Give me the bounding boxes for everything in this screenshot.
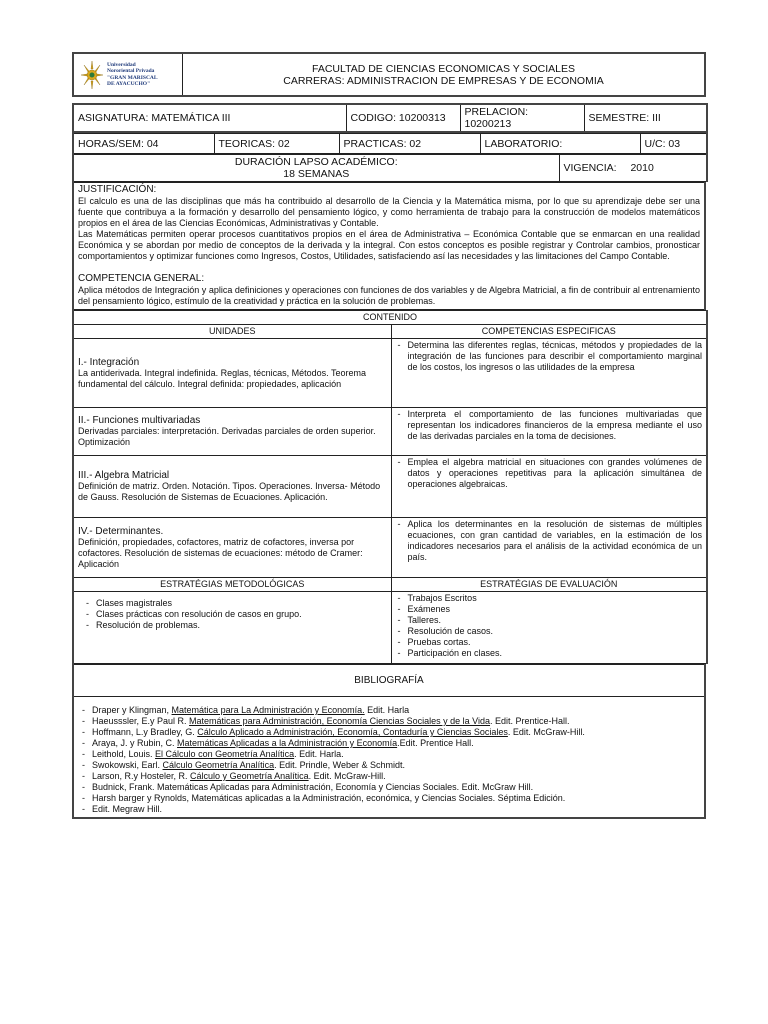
bibliografia-list-cell — [73, 697, 705, 819]
unit-title: IV.- Determinantes. — [78, 525, 164, 537]
hours-table — [72, 133, 708, 154]
evaluacion-header: ESTRATÉGIAS DE EVALUACIÓN — [391, 578, 707, 592]
syllabus-page — [72, 52, 706, 819]
competencia-text: - Aplica los determinantes en la resolución de sistemas de múltiples ecuaciones, con gran cantidad de variables, en la estimación de los indicadores necesarios para el análisis de la actividad económica de un país. — [396, 519, 703, 563]
careers-title: CARRERAS: ADMINISTRACION DE EMPRESAS Y DE ECONOMIA — [283, 74, 604, 87]
justificacion-p2: Las Matemáticas permiten operar procesos cuantitativos propios en el área de Administrativa – Económica Contable que se enmarcan en una realidad Económica y se abordan por medio de conceptos de la derivada y la integral. Con estos conceptos es posible registrar y Controlar cambios, pronosticar comportamientos y optimizar funciones como Ingresos, Costos, Utilidades, satisfaciendo así las necesidades y las limitaciones del Campo Contable. — [78, 229, 700, 261]
bib-item: - Araya, J. y Rubin, C. Matemáticas Aplicadas a la Administración y Economía.Edit. Prentice Hall. — [80, 738, 700, 749]
logo-line: Nororiental Privada — [107, 68, 155, 74]
bib-item: - Harsh barger y Rynolds, Matemáticas aplicadas a la Administración, económica, y Ciencias Sociales. Séptima Edición. — [80, 793, 700, 804]
prelacion-label: PRELACION: — [464, 106, 529, 118]
unit-row — [73, 339, 391, 408]
list-item: - Resolución de problemas. — [84, 620, 387, 631]
evaluacion-list — [391, 592, 707, 664]
justificacion-cell — [73, 183, 705, 310]
competencia-row — [391, 339, 707, 408]
list-item: - Resolución de casos. — [396, 626, 703, 637]
competencia-row — [391, 518, 707, 578]
bibliografia-table — [72, 664, 706, 819]
list-item: - Exámenes — [396, 604, 703, 615]
unit-text: Definición de matriz. Orden. Notación. Tipos. Operaciones. Inversa- Método de Gauss. Resolución de Sistemas de Ecuaciones. Aplicación. — [78, 481, 381, 502]
vigencia-value: 2010 — [630, 162, 654, 174]
competencia-text: - Interpreta el comportamiento de las funciones multivariadas que representan los indicadores financieros de la empresa mediante el uso de las derivadas parciales en la toma de decisiones. — [396, 409, 703, 442]
competencia-text: Aplica métodos de Integración y aplica definiciones y operaciones con funciones de dos variables y de Algebra Matricial, a fin de contribuir al entrenamiento del pensamiento lógico, estímulo de la creatividad y práctica en la solución de problemas. — [78, 285, 700, 306]
bib-item: - Draper y Klingman, Matemática para La Administración y Economía. Edit. Harla — [80, 705, 700, 716]
competencias-header: COMPETENCIAS ESPECIFICAS — [391, 325, 707, 339]
logo-text — [107, 62, 158, 88]
competencia-title: COMPETENCIA GENERAL: — [78, 273, 205, 284]
competencia-text: - Determina las diferentes reglas, técnicas, métodos y propiedades de la integración de las funciones para describir el comportamiento marginal de los costos, los ingresos o las utilidades de la empresa — [396, 340, 703, 373]
bib-item: - Haeusssler, E.y Paul R. Matemáticas para Administración, Economía Ciencias Sociales y de la Vida. Edit. Prentice-Hall. — [80, 716, 700, 727]
bib-item: - Larson, R.y Hosteler, R. Cálculo y Geometría Analítica. Edit. McGraw-Hill. — [80, 771, 700, 782]
faculty-title: FACULTAD DE CIENCIAS ECONOMICAS Y SOCIALES — [312, 62, 575, 75]
duracion-value: 18 SEMANAS — [283, 168, 350, 180]
bibliografia-list — [80, 705, 700, 815]
unit-title: I.- Integración — [78, 356, 140, 368]
university-logo — [80, 60, 176, 90]
list-item: - Clases prácticas con resolución de casos en grupo. — [84, 609, 387, 620]
unit-title: II.- Funciones multivariadas — [78, 415, 201, 426]
list-item: - Talleres. — [396, 615, 703, 626]
logo-line: DE AYACUCHO" — [107, 81, 151, 87]
prelacion — [460, 104, 584, 132]
unit-text: Derivadas parciales: interpretación. Derivadas parciales de orden superior. Optimización — [78, 426, 376, 447]
unit-title: III.- Algebra Matricial — [78, 470, 170, 481]
list-item: - Clases magistrales — [84, 598, 387, 609]
asignatura: ASIGNATURA: MATEMÁTICA III — [73, 104, 346, 132]
contenido-table — [72, 310, 708, 664]
list-item: - Pruebas cortas. — [396, 637, 703, 648]
header-table — [72, 52, 706, 97]
competencia-row — [391, 456, 707, 518]
subject-info-table — [72, 103, 708, 133]
list-item: - Participación en clases. — [396, 648, 703, 659]
bibliografia-title: BIBLIOGRAFÍA — [73, 665, 705, 697]
horas-sem: HORAS/SEM: 04 — [73, 134, 214, 154]
metodologicas-list — [73, 592, 391, 664]
competencia-row — [391, 408, 707, 456]
contenido-title: CONTENIDO — [73, 311, 707, 325]
bib-item: - Edit. Megraw Hill. — [80, 804, 700, 815]
bib-item: - Leithold, Louis. El Cálculo con Geometría Analítica. Edit. Harla. — [80, 749, 700, 760]
unidades-header: UNIDADES — [73, 325, 391, 339]
bib-item: - Hoffmann, L.y Bradley, G. Cálculo Aplicado a Administración, Economía, Contaduría y Ciencias Sociales. Edit. McGraw-Hill. — [80, 727, 700, 738]
unit-text: Definición, propiedades, cofactores, matriz de cofactores, inversa por cofactores. Resolución de sistemas de ecuaciones: método de Cramer: Aplicación — [78, 536, 363, 569]
logo-cell — [73, 53, 183, 96]
list-item: - Trabajos Escritos — [396, 593, 703, 604]
duration-table — [72, 154, 708, 182]
unit-row — [73, 456, 391, 518]
sunburst-icon — [80, 60, 104, 90]
practicas: PRACTICAS: 02 — [339, 134, 480, 154]
bib-item: - Swokowski, Earl. Cálculo Geometría Analítica. Edit. Prindle, Weber & Schmidt. — [80, 760, 700, 771]
faculty-cell — [183, 53, 706, 96]
justificacion-p1: El calculo es una de las disciplinas que más ha contribuido al desarrollo de la Ciencia y la Matemática misma, por lo que su aprendizaje debe ser una fuente que contribuya a la formación y desarrollo del pensamiento lógico, y como herramienta de trabajo para la construcción de modelos matemáticos propios en el área de las Ciencias Económicas, Administrativas y Contable. — [78, 196, 700, 228]
competencia-text: - Emplea el algebra matricial en situaciones con grandes volúmenes de datos y operaciones repetitivas para la aplicación simultánea de operaciones algebraicas. — [396, 457, 703, 490]
teoricas: TEORICAS: 02 — [214, 134, 339, 154]
bib-item: - Budnick, Frank. Matemáticas Aplicadas para Administración, Economía y Ciencias Sociales. Edit. McGraw Hill. — [80, 782, 700, 793]
vigencia-label: VIGENCIA: — [563, 162, 617, 174]
justificacion-title: JUSTIFICACIÓN: — [78, 184, 157, 195]
duracion-label: DURACIÓN LAPSO ACADÉMICO: — [234, 156, 398, 168]
unit-text: La antiderivada. Integral indefinida. Reglas, técnicas, Métodos. Teorema fundamental del cálculo. Integral definida: propiedades, aplicación — [78, 367, 367, 389]
logo-line: "GRAN MARISCAL — [107, 74, 158, 81]
metodologicas-header: ESTRATÉGIAS METODOLÓGICAS — [73, 578, 391, 592]
unidades-credito: U/C: 03 — [640, 134, 707, 154]
codigo: CODIGO: 10200313 — [346, 104, 460, 132]
unit-row — [73, 518, 391, 578]
logo-line: Universidad — [107, 61, 136, 68]
duracion — [73, 155, 559, 182]
vigencia — [559, 155, 707, 182]
laboratorio: LABORATORIO: — [480, 134, 640, 154]
unit-row — [73, 408, 391, 456]
justificacion-table — [72, 182, 706, 310]
prelacion-value: 10200213 — [464, 118, 512, 130]
semestre: SEMESTRE: III — [584, 104, 707, 132]
